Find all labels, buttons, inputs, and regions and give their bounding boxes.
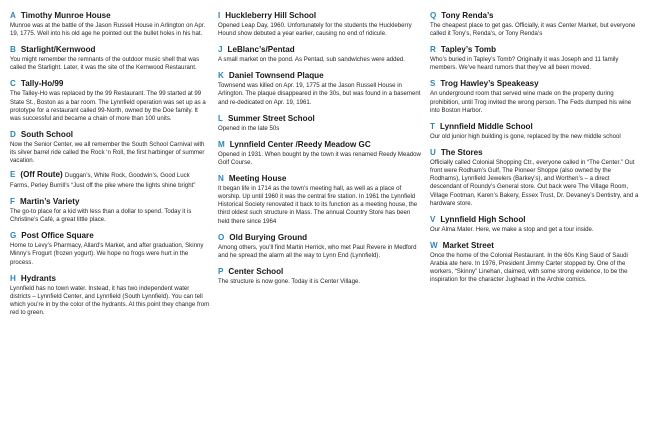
entry-r: [430, 44, 642, 72]
entry-o: [218, 232, 423, 260]
entry-heading: [218, 139, 423, 150]
entry-heading: [430, 121, 642, 132]
entry-title: Martin’s Variety: [19, 197, 80, 207]
entry-description: Among others, you’ll find Martin Herrick, who met Paul Revere in Medford and he spread the alarm all the way to Lynn End (Lynnfield).: [218, 243, 417, 259]
map-letter-marker: U: [430, 147, 436, 157]
entry-description: Munroe was at the battle of the Jason Russell House in Arlington on Apr. 19, 1775. Well into his old age he pointed out the bullet holes in his hat.: [10, 22, 206, 38]
entry-p: [218, 266, 423, 286]
entry-g: [10, 230, 210, 267]
entry-description: The Talley-Ho was replaced by the 99 Restaurant. The 99 started at 99 State St., Boston as a bar room. The Lynnfield operation was set up as a prototype for a restaurant called 99-North, owned by the Doe family. It was successful and became a chain of more than 100 units.: [10, 90, 206, 123]
entry-t: [430, 121, 642, 141]
entry-heading: [218, 266, 423, 277]
entry-title: The Stores: [440, 147, 483, 157]
map-letter-marker: L: [218, 113, 223, 123]
entry-description: A small market on the pond. As Pentad, sub sandwiches were added.: [218, 56, 405, 64]
entry-e: [10, 171, 210, 190]
entry-description: Lynnfield has no town water. Instead, it has two independent water districts – Lynnfield Center, and Lynnfield (South Lynnfield). You can tell which you’re in by the color of the hydrants. At this point they change from red to green.: [10, 284, 210, 317]
entry-title: Lynnfield Middle School: [439, 121, 533, 131]
map-letter-marker: F: [10, 197, 15, 207]
entry-description: You might remember the remnants of the outdoor music shell that was called the Starlight. Later, it was the site of the Kernwood Restaurant.: [10, 56, 200, 72]
entry-title: South School: [20, 130, 74, 140]
entry-title: Center School: [228, 266, 284, 276]
entry-title: Hydrants: [20, 273, 56, 283]
entry-heading: [10, 273, 210, 284]
entry-heading: [10, 44, 210, 55]
map-letter-marker: S: [430, 79, 436, 89]
map-letter-marker: A: [10, 11, 16, 20]
entry-title: Huckleberry Hill School: [225, 11, 317, 20]
entry-k: [218, 70, 423, 107]
entry-heading: [430, 44, 642, 55]
entry-title: Lynnfield Center /Reedy Meadow GC: [229, 139, 371, 149]
entry-i: [218, 10, 423, 38]
entry-q: [430, 10, 642, 38]
column-2: [218, 10, 423, 292]
map-letter-marker: K: [218, 71, 224, 81]
map-letter-marker: E: [10, 170, 16, 180]
entry-title: Starlight/Kernwood: [20, 45, 96, 55]
entry-heading: [430, 240, 642, 251]
entry-title: Summer Street School: [227, 113, 315, 123]
map-letter-marker: G: [10, 231, 17, 241]
entry-description: Opened in the late 50s: [218, 124, 280, 132]
entry-heading: [218, 70, 423, 81]
entry-description: Now the Senior Center, we all remember the South School Carnival with its silver barrel ride called the Rock ‘n Roll, the first harbinger of summer vacation.: [10, 141, 205, 165]
entry-description: Opened Leap Day, 1960. Unfortunately for the students the Huckleberry Hound show debuted a year earlier, causing no end of ridicule.: [218, 22, 412, 38]
map-letter-marker: C: [10, 79, 16, 89]
entry-description: Who’s buried in Tapley’s Tomb? Originally it was Joseph and 11 family members. We’ve heard rumors that they’ve all been moved.: [430, 56, 619, 72]
map-letter-marker: Q: [430, 11, 437, 20]
entry-heading: [10, 78, 210, 89]
entry-title: Trog Hawley’s Speakeasy: [440, 79, 539, 89]
entry-title: Meeting House: [228, 173, 287, 183]
entry-heading: [430, 78, 642, 89]
entry-title: Tally-Ho/99: [20, 79, 64, 89]
map-letter-marker: N: [218, 173, 224, 183]
entry-title: Market Street: [442, 240, 494, 250]
column-3: [430, 10, 642, 290]
entry-f: [10, 196, 210, 224]
entry-heading: [218, 113, 423, 124]
entry-title: Daniel Townsend Plaque: [228, 71, 324, 81]
entry-u: [430, 147, 642, 208]
entry-description: Officially called Colonial Shopping Ctr., everyone called in “The Center.” Out front were Rodham’s Gulf, The Pioneer Shoppe (also owned by the Rodhams), Lynnfield Jewelers (Barkey’s), and Worthen’s – a direct descendant of Roundy’s General store. Out back were The Village Room, Village Footman, Karen’s Bakery, Essex Trust, Dr. Devaney’s Dentistry, and a hardware store.: [430, 158, 639, 207]
entry-s: [430, 78, 642, 115]
map-letter-marker: O: [218, 232, 225, 242]
entry-description: An underground room that served wine made on the property during prohibition, until Trog invited the wrong person. The Feds dumped his wine into Boston Harbor.: [430, 90, 632, 114]
entry-l: [218, 113, 423, 133]
map-letter-marker: D: [10, 130, 16, 140]
entry-description: The go-to place for a kid with less than a dollar to spend. Today it is Christine’s Café, a great little place.: [10, 208, 192, 224]
entry-title: LeBlanc’s/Pentad: [227, 45, 295, 55]
map-letter-marker: T: [430, 121, 435, 131]
entry-d: [10, 129, 210, 166]
entry-heading: [10, 230, 210, 241]
entry-c: [10, 78, 210, 123]
map-letter-marker: M: [218, 139, 225, 149]
entry-b: [10, 44, 210, 72]
map-letter-marker: H: [10, 273, 16, 283]
map-letter-marker: W: [430, 240, 438, 250]
entry-description: Home to Levy’s Pharmacy, Allard’s Market, and after graduation, Skinny Minny’s Frogurt (frozen yogurt). We hope no frogs were hurt in the process.: [10, 242, 204, 266]
entry-a: [10, 10, 210, 38]
entry-heading: [430, 214, 642, 225]
entry-description: Duggan’s, White Rock, Goodwin’s, Good Luck Farms, Perley Burrill’s “Just off the pike where the lights shine bright”: [10, 172, 196, 189]
map-letter-marker: B: [10, 45, 16, 55]
entry-title: Lynnfield High School: [440, 214, 526, 224]
entry-heading: [218, 10, 423, 21]
entry-description: Opened in 1931. When bought by the town it was renamed Reedy Meadow Golf Course.: [218, 150, 421, 166]
entry-heading: [218, 44, 423, 55]
map-letter-marker: V: [430, 214, 436, 224]
entry-description: The structure is now gone. Today it is Center Village.: [218, 277, 361, 285]
entry-heading: [10, 129, 210, 140]
entry-description: Townsend was killed on Apr. 19, 1775 at the Jason Russell House in Arlington. The plaque disappeared in the 30s, but was found in a basement and re-dedicated on Apr. 19, 1961.: [218, 82, 421, 106]
entry-heading: [218, 232, 423, 243]
entry-heading: [10, 10, 210, 21]
entry-v: [430, 214, 642, 234]
entry-description: Our old junior high building is gone, replaced by the new middle school: [430, 132, 621, 140]
entry-w: [430, 240, 642, 285]
entry-description: Once the home of the Colonial Restaurant. In the 60s King Saud of Saudi Arabia ate here. In 1976, President Jimmy Carter stopped by. One of the workers, “Skinny” Linehan, claimed, with some strong evidence, to be the inspiration for the character Jughead in the Archie comics.: [430, 251, 628, 284]
entry-title: Post Office Square: [21, 231, 94, 241]
column-1: [10, 10, 210, 323]
entry-description: It began life in 1714 as the town’s meeting hall, as well as a place of worship. Up until 1960 it was the central fire station. In 1961 the Lynnfield Historical Society renovated it back to its function as a meeting house, the third oldest such structure in Mass. The annual Country Store has been held there since 1964: [218, 184, 418, 225]
entry-title: Tony Renda’s: [441, 11, 494, 20]
entry-heading: [10, 171, 210, 190]
entry-n: [218, 173, 423, 226]
map-letter-marker: J: [218, 45, 223, 55]
entry-h: [10, 273, 210, 318]
entry-heading: [430, 147, 642, 158]
entry-title: Tapley’s Tomb: [440, 45, 497, 55]
entry-heading: [10, 196, 210, 207]
entry-title: Old Burying Ground: [229, 232, 308, 242]
entry-heading: [218, 173, 423, 184]
entry-title: Timothy Munroe House: [20, 11, 111, 20]
map-letter-marker: R: [430, 45, 436, 55]
entry-title: (Off Route): [20, 170, 63, 180]
map-letter-marker: P: [218, 266, 224, 276]
entry-description: The cheapest place to get gas. Officially, it was Center Market, but everyone called it Tony’s, Renda’s, or Tony Renda’s: [430, 22, 636, 38]
entry-m: [218, 139, 423, 167]
entry-j: [218, 44, 423, 64]
entry-heading: [430, 10, 642, 21]
entry-description: Our Alma Mater. Here, we make a stop and get a tour inside.: [430, 225, 594, 233]
map-letter-marker: I: [218, 11, 221, 20]
